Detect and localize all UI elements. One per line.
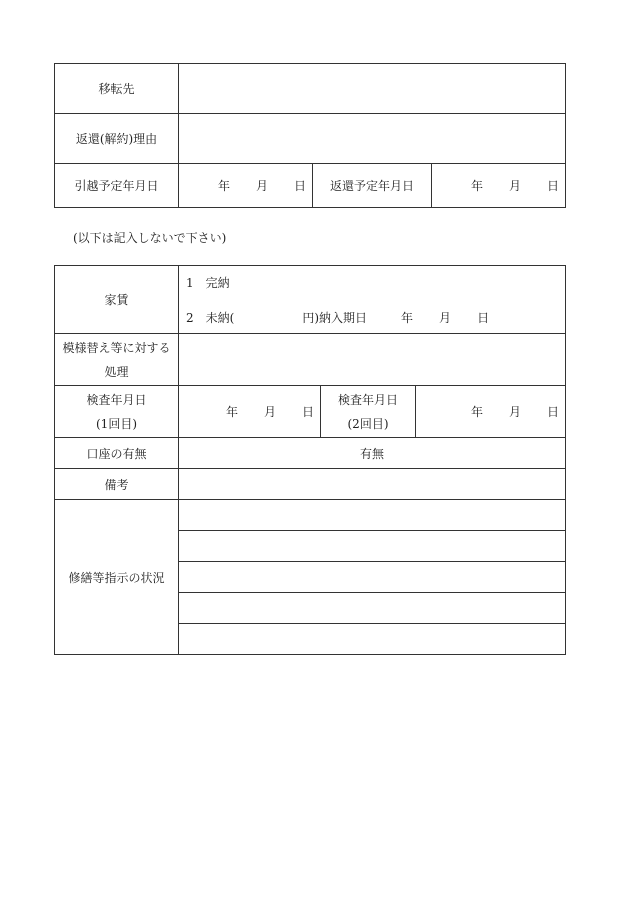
office-use-note: (以下は記入しないで下さい) (73, 231, 227, 245)
year-label: 年 (225, 405, 238, 419)
remodel-label (55, 334, 179, 386)
month-label: 月 (508, 179, 521, 193)
rent-status-field[interactable] (179, 266, 566, 334)
day-label: 日 (547, 405, 560, 419)
day-label: 日 (547, 179, 560, 193)
year-label: 年 (470, 179, 483, 193)
repair-line-1[interactable] (179, 500, 566, 531)
return-date-field[interactable] (432, 164, 566, 208)
application-upper-table (54, 63, 566, 208)
inspection-date-2-label (321, 386, 416, 438)
inspection-date-1-label-line1: 検査年月日 (86, 392, 147, 407)
moving-date-field[interactable] (179, 164, 313, 208)
rent-unpaid-yen: 円) (302, 310, 320, 325)
remodel-field[interactable] (179, 334, 566, 386)
moving-date-label: 引越予定年月日 (55, 164, 179, 208)
remodel-label-line1: 模様替え等に対する (62, 340, 171, 355)
year-label: 年 (401, 310, 414, 325)
rent-unpaid-option: 2 未納( (186, 310, 235, 325)
day-label: 日 (301, 405, 314, 419)
remarks-label: 備考 (55, 469, 179, 500)
year-label: 年 (470, 405, 483, 419)
inspection-date-2-label-line2: (2回目) (347, 416, 389, 431)
inspection-date-1-label-line2: (1回目) (96, 416, 137, 431)
bank-account-field[interactable]: 有無 (179, 438, 566, 469)
month-label: 月 (508, 405, 521, 419)
return-date-label: 返還予定年月日 (313, 164, 432, 208)
destination-label: 移転先 (55, 64, 179, 114)
year-label: 年 (217, 179, 230, 193)
month-label: 月 (255, 179, 268, 193)
day-label: 日 (477, 310, 490, 325)
rent-payment-date-label: 納入期日 (319, 310, 368, 325)
day-label: 日 (293, 179, 306, 193)
return-reason-field[interactable] (179, 114, 566, 164)
repair-line-3[interactable] (179, 562, 566, 593)
office-use-table (54, 265, 566, 655)
repair-line-2[interactable] (179, 531, 566, 562)
inspection-date-2-field[interactable] (416, 386, 566, 438)
repair-line-4[interactable] (179, 593, 566, 624)
remodel-label-line2: 処理 (104, 364, 129, 379)
repair-instructions-label: 修繕等指示の状況 (55, 500, 179, 655)
remarks-field[interactable] (179, 469, 566, 500)
inspection-date-1-field[interactable] (179, 386, 321, 438)
inspection-date-1-label (55, 386, 179, 438)
rent-paid-option: 1 完納 (186, 275, 230, 290)
rent-label: 家賃 (55, 266, 179, 334)
month-label: 月 (439, 310, 452, 325)
destination-field[interactable] (179, 64, 566, 114)
repair-line-5[interactable] (179, 624, 566, 655)
month-label: 月 (263, 405, 276, 419)
inspection-date-2-label-line1: 検査年月日 (337, 392, 398, 407)
bank-account-label: 口座の有無 (55, 438, 179, 469)
return-reason-label: 返還(解約)理由 (55, 114, 179, 164)
